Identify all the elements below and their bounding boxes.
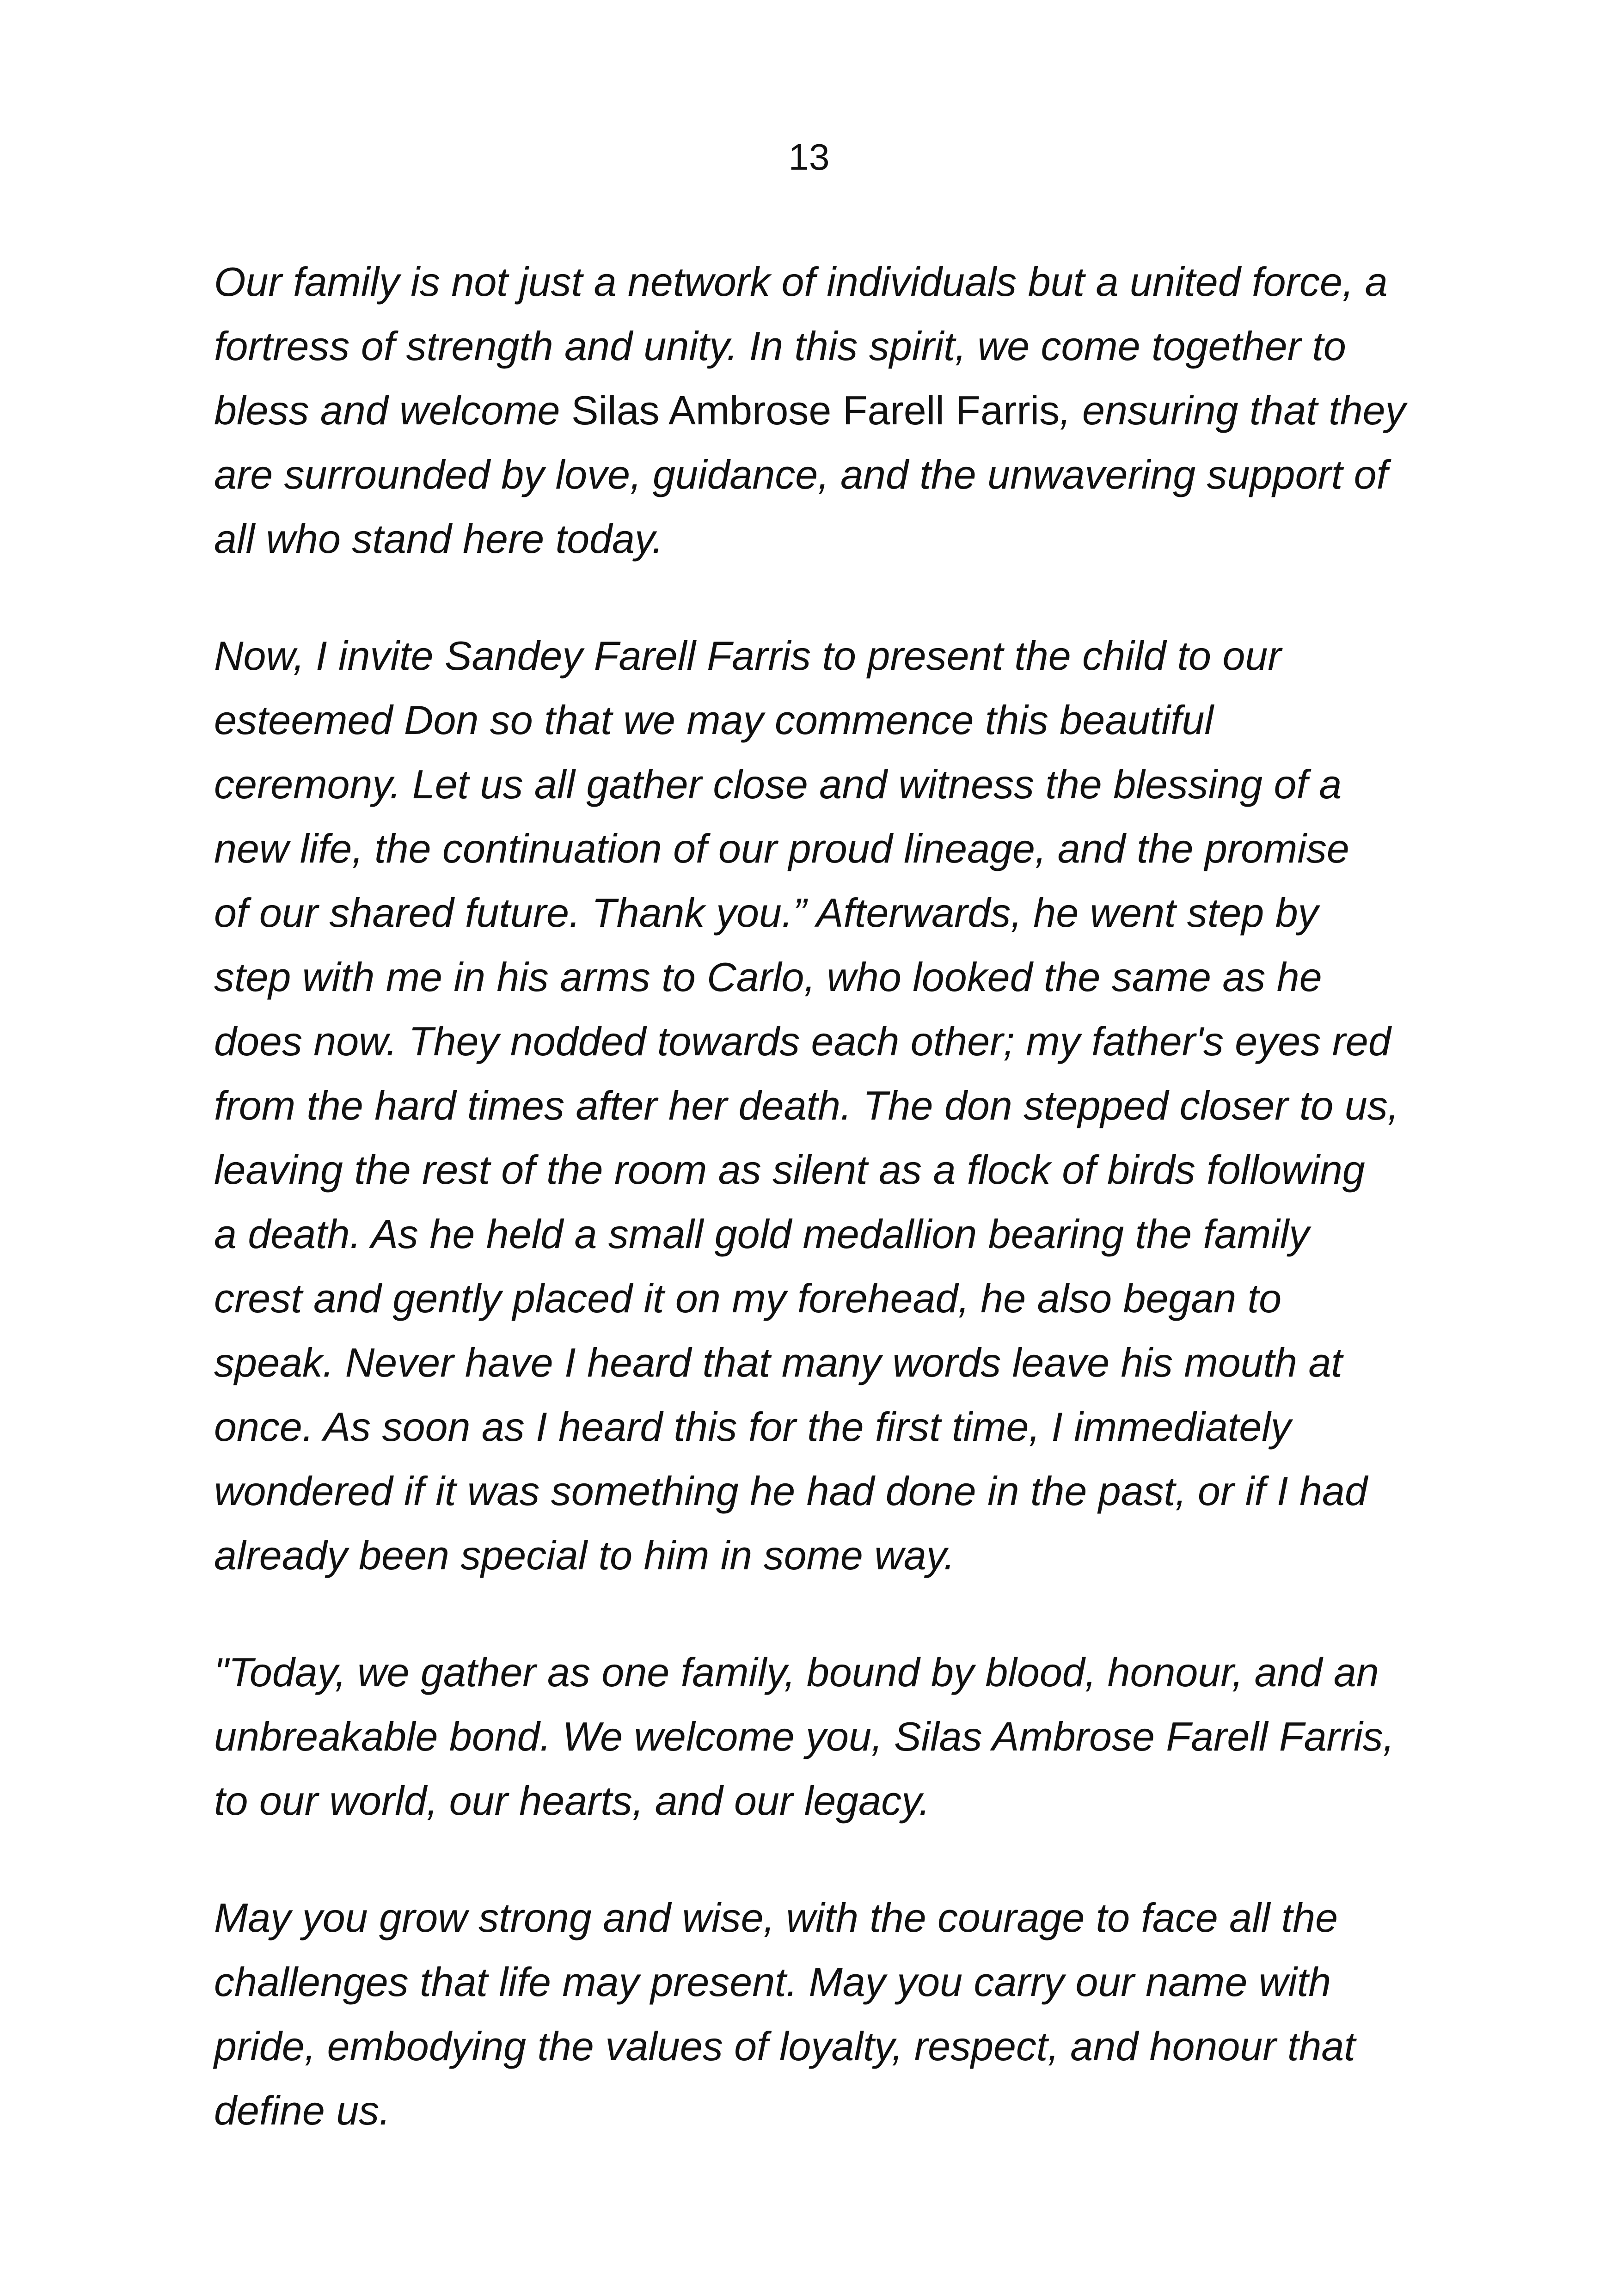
italic-text: speak. Never have I heard that many words leave his mouth at (214, 1340, 1342, 1385)
italic-text: Now, I invite Sandey Farell Farris to present the child to our (214, 633, 1281, 679)
text-line (214, 1395, 1471, 1459)
italic-text: define us. (214, 2088, 391, 2133)
italic-text: to our world, our hearts, and our legacy. (214, 1778, 930, 1824)
text-line (214, 378, 1471, 442)
text-line (214, 2078, 1471, 2143)
italic-text: , ensuring that they (1060, 387, 1406, 433)
paragraph (214, 1886, 1471, 2143)
paragraph (214, 1640, 1471, 1833)
text-line (214, 881, 1471, 945)
italic-text: bless and welcome (214, 387, 571, 433)
italic-text: new life, the continuation of our proud lineage, and the promise (214, 826, 1349, 871)
text-line (214, 1769, 1471, 1833)
text-line (214, 816, 1471, 881)
text-line (214, 250, 1471, 314)
italic-text: all who stand here today. (214, 516, 663, 562)
italic-text: already been special to him in some way. (214, 1532, 955, 1578)
italic-text: does now. They nodded towards each other; my father's eyes red (214, 1018, 1391, 1064)
text-line (214, 507, 1471, 571)
italic-text: are surrounded by love, guidance, and the unwavering support of (214, 452, 1388, 497)
italic-text: wondered if it was something he had done in the past, or if I had (214, 1468, 1367, 1514)
italic-text: crest and gently placed it on my forehead, he also began to (214, 1275, 1282, 1321)
text-line (214, 1886, 1471, 1950)
italic-text: unbreakable bond. We welcome you, Silas Ambrose Farell Farris, (214, 1714, 1395, 1759)
text-line (214, 1138, 1471, 1202)
italic-text: May you grow strong and wise, with the courage to face all the (214, 1895, 1338, 1941)
text-line (214, 1073, 1471, 1138)
text-line (214, 624, 1471, 688)
italic-text: ceremony. Let us all gather close and witness the blessing of a (214, 761, 1342, 807)
text-line (214, 1640, 1471, 1704)
italic-text: from the hard times after her death. The don stepped closer to us, (214, 1083, 1399, 1128)
italic-text: esteemed Don so that we may commence this beautiful (214, 697, 1214, 743)
italic-text: once. As soon as I heard this for the first time, I immediately (214, 1404, 1291, 1450)
text-line (214, 314, 1471, 378)
italic-text: "Today, we gather as one family, bound by blood, honour, and an (214, 1649, 1379, 1695)
text-line (214, 752, 1471, 816)
text-line (214, 1704, 1471, 1769)
body-text (214, 250, 1471, 2143)
text-line (214, 945, 1471, 1009)
italic-text: leaving the rest of the room as silent as a flock of birds following (214, 1147, 1365, 1193)
text-line (214, 1266, 1471, 1330)
paragraph (214, 250, 1471, 571)
italic-text: challenges that life may present. May you carry our name with (214, 1959, 1331, 2005)
italic-text: of our shared future. Thank you.” Afterwards, he went step by (214, 890, 1318, 936)
paragraph (214, 624, 1471, 1587)
text-line (214, 442, 1471, 507)
text-line (214, 1459, 1471, 1523)
text-line (214, 1009, 1471, 1073)
italic-text: Our family is not just a network of individuals but a united force, a (214, 259, 1388, 305)
name-text: Silas Ambrose Farell Farris (571, 387, 1060, 433)
text-line (214, 1523, 1471, 1587)
italic-text: pride, embodying the values of loyalty, respect, and honour that (214, 2023, 1355, 2069)
text-line (214, 1202, 1471, 1266)
text-line (214, 1950, 1471, 2014)
page-number: 13 (788, 136, 830, 178)
italic-text: fortress of strength and unity. In this spirit, we come together to (214, 323, 1346, 369)
text-line (214, 1330, 1471, 1395)
italic-text: a death. As he held a small gold medallion bearing the family (214, 1211, 1310, 1257)
text-line (214, 688, 1471, 752)
text-line (214, 2014, 1471, 2078)
italic-text: step with me in his arms to Carlo, who looked the same as he (214, 954, 1322, 1000)
